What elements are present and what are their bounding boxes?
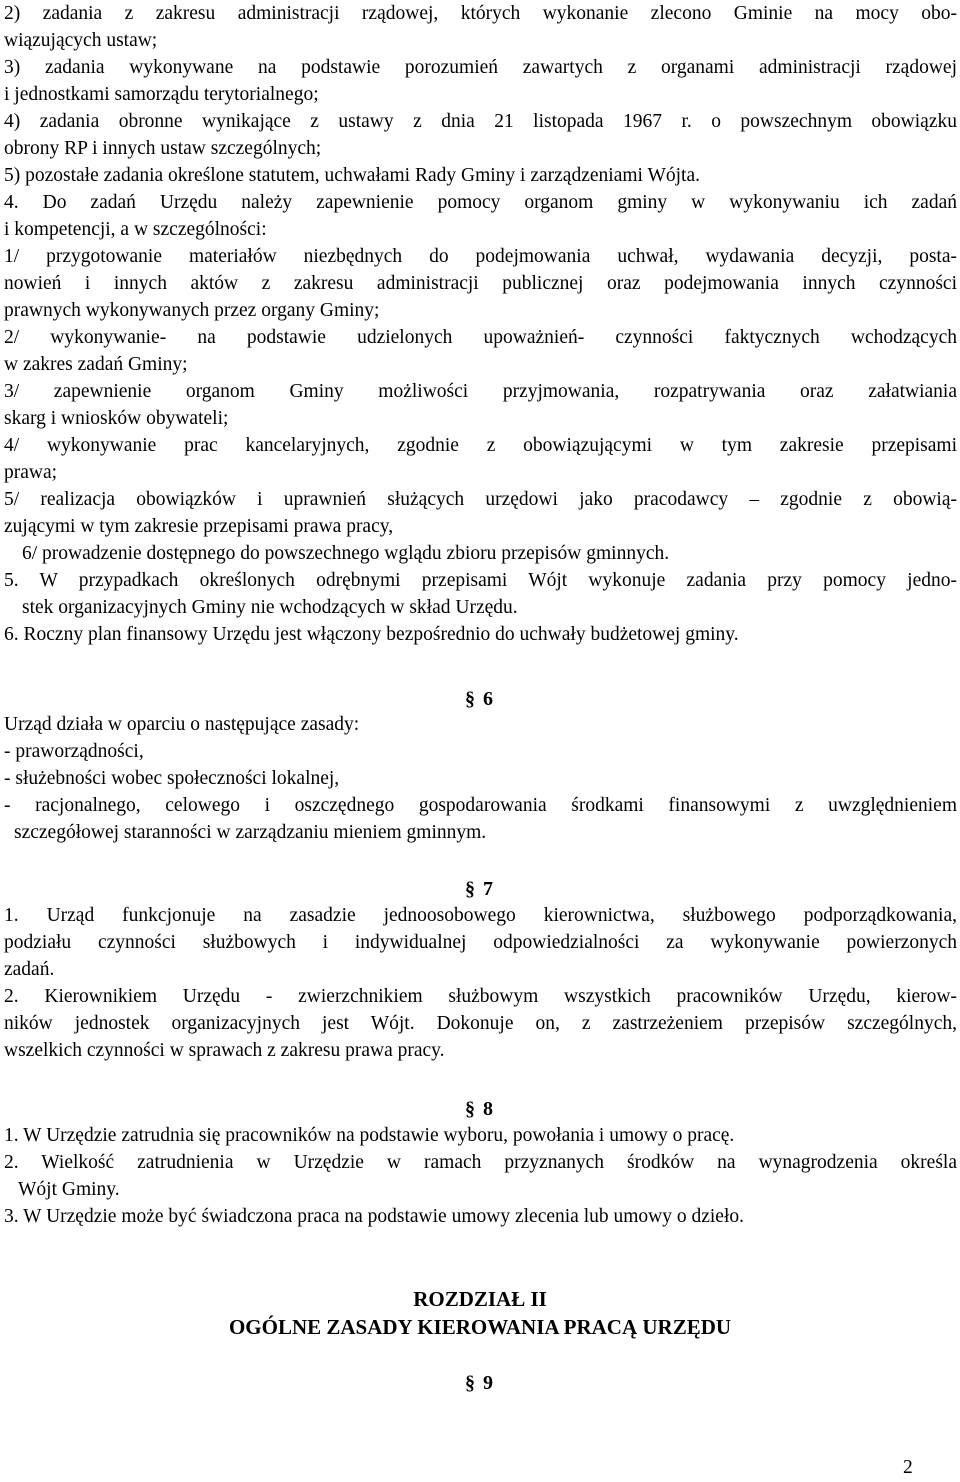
text-line: Urząd działa w oparciu o następujące zasady: [4,714,360,735]
chapter-subtitle: OGÓLNE ZASADY KIEROWANIA PRACĄ URZĘDU [228,1315,732,1339]
text-line: 2. Kierownikiem Urzędu - zwierzchnikiem służbowym wszystkich pracowników Urzędu, kierow- [4,986,957,1007]
text-line: zadań. [4,959,55,980]
section-number: 9 [483,1372,493,1394]
text-line: wiązujących ustaw; [4,30,158,51]
text-line: 3/ zapewnienie organom Gminy możliwości przyjmowania, rozpatrywania oraz załatwiania [4,381,957,402]
text-line: 2) zadania z zakresu administracji rządowej, których wykonanie zlecono Gminie na mocy obo- [4,3,957,24]
text-line: 6/ prowadzenie dostępnego do powszechnego wglądu zbioru przepisów gminnych. [22,543,670,564]
section-number: 6 [483,688,493,710]
text-line: 2/ wykonywanie- na podstawie udzielonych upoważnień- czynności faktycznych wchodzących [4,327,957,348]
text-line: 6. Roczny plan finansowy Urzędu jest włączony bezpośrednio do uchwały budżetowej gminy. [4,624,739,645]
section-symbol: § [465,1372,475,1394]
text-line: 2. Wielkość zatrudnienia w Urzędzie w ramach przyznanych środków na wynagrodzenia określa [4,1152,957,1173]
text-line: 3) zadania wykonywane na podstawie porozumień zawartych z organami administracji rządowej [4,57,957,78]
text-line: 4. Do zadań Urzędu należy zapewnienie pomocy organom gminy w wykonywaniu ich zadań [4,192,957,213]
text-line: zującymi w tym zakresie przepisami prawa pracy, [4,516,394,537]
text-line: prawa; [4,462,58,483]
text-line: stek organizacyjnych Gminy nie wchodzących w skład Urzędu. [22,597,518,618]
section-heading-7 [465,876,493,903]
section-number: 8 [483,1098,493,1120]
text-line: i kompetencji, a w szczególności: [4,219,267,240]
section-symbol: § [465,688,475,710]
text-line: wszelkich czynności w sprawach z zakresu prawa pracy. [4,1040,445,1061]
section-heading-8 [465,1096,493,1123]
page-number: 2 [903,1457,913,1478]
text-line: 4/ wykonywanie prac kancelaryjnych, zgodnie z obowiązującymi w tym zakresie przepisami [4,435,957,456]
section-heading-9 [465,1370,493,1397]
section-number: 7 [483,878,493,900]
section-heading-6 [465,686,493,713]
text-line: prawnych wykonywanych przez organy Gminy; [4,300,380,321]
text-line: obrony RP i innych ustaw szczególnych; [4,138,322,159]
text-line: 5. W przypadkach określonych odrębnymi przepisami Wójt wykonuje zadania przy pomocy jedno- [4,570,957,591]
text-line: 1/ przygotowanie materiałów niezbędnych do podejmowania uchwał, wydawania decyzji, posta- [4,246,957,267]
text-line: 3. W Urzędzie może być świadczona praca na podstawie umowy zlecenia lub umowy o dzieło. [4,1206,745,1227]
text-line: 1. Urząd funkcjonuje na zasadzie jednoosobowego kierownictwa, służbowego podporządkowania, [4,905,957,926]
text-line: nowień i innych aktów z zakresu administracji publicznej oraz podejmowania innych czynności [4,273,957,294]
text-line: ników jednostek organizacyjnych jest Wójt. Dokonuje on, z zastrzeżeniem przepisów szczególnych, [4,1013,957,1034]
text-line: w zakres zadań Gminy; [4,354,188,375]
text-line: 4) zadania obronne wynikające z ustawy z dnia 21 listopada 1967 r. o powszechnym obowiązku [4,111,957,132]
text-line: - służebności wobec społeczności lokalnej, [4,768,340,789]
chapter-title: ROZDZIAŁ II [413,1287,547,1311]
section-symbol: § [465,878,475,900]
text-line: i jednostkami samorządu terytorialnego; [4,84,319,105]
text-line: Wójt Gminy. [18,1179,120,1200]
text-line: 1. W Urzędzie zatrudnia się pracowników na podstawie wyboru, powołania i umowy o pracę. [4,1125,735,1146]
text-line: 5) pozostałe zadania określone statutem, uchwałami Rady Gminy i zarządzeniami Wójta. [4,165,700,186]
text-line: skarg i wniosków obywateli; [4,408,229,429]
text-line: podziału czynności służbowych i indywidualnej odpowiedzialności za wykonywanie powierzonych [4,932,957,953]
text-line: szczegółowej staranności w zarządzaniu mieniem gminnym. [14,822,487,843]
text-line: - praworządności, [4,741,144,762]
section-symbol: § [465,1098,475,1120]
text-line: 5/ realizacja obowiązków i uprawnień służących urzędowi jako pracodawcy – zgodnie z obowią- [4,489,957,510]
text-line: - racjonalnego, celowego i oszczędnego gospodarowania środkami finansowymi z uwzględnieniem [4,795,957,816]
